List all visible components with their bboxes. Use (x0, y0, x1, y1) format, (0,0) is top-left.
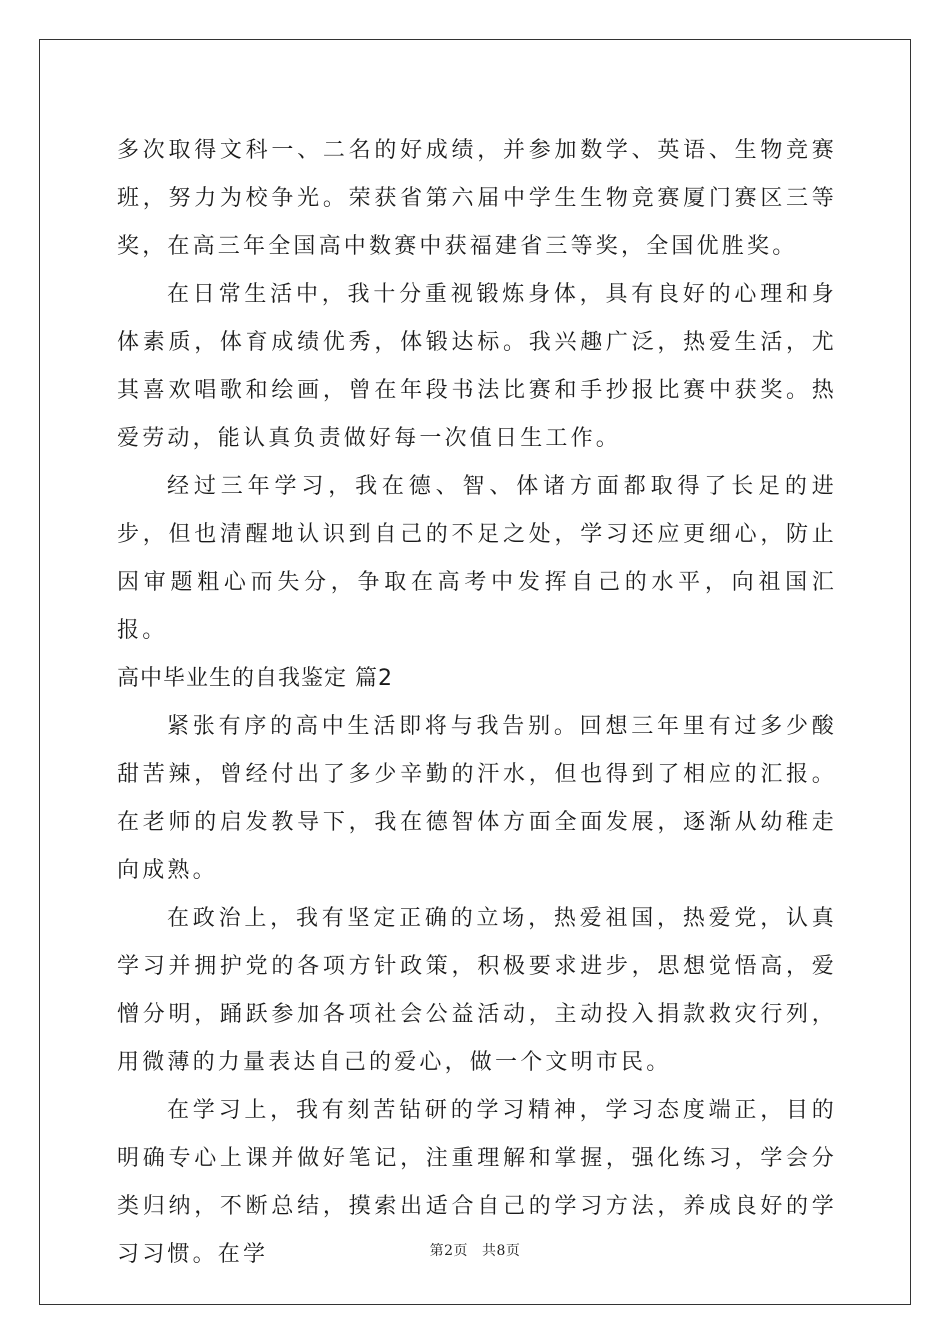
paragraph-intro: 紧张有序的高中生活即将与我告别。回想三年里有过多少酸甜苦辣，曾经付出了多少辛勤的汗水，但也得到了相应的汇报。在老师的启发教导下，我在德智体方面全面发展，逐渐从幼稚走向成熟。 (117, 714, 837, 883)
paragraph-summary: 经过三年学习，我在德、智、体诸方面都取得了长足的进步，但也清醒地认识到自己的不足之处，学习还应更细心，防止因审题粗心而失分，争取在高考中发挥自己的水平，向祖国汇报。 (117, 474, 837, 643)
page-total: 共8页 (482, 1243, 521, 1259)
page-number: 第2页 (429, 1243, 468, 1259)
paragraph-study: 在学习上，我有刻苦钻研的学习精神，学习态度端正，目的明确专心上课并做好笔记，注重理解和掌握，强化练习，学会分类归纳，不断总结，摸索出适合自己的学习方法，养成良好的学习习惯。在学 (117, 1098, 837, 1267)
document-body (117, 127, 837, 1279)
section-heading: 高中毕业生的自我鉴定 篇2 (117, 666, 393, 691)
page-footer (0, 1240, 950, 1260)
paragraph-continued: 多次取得文科一、二名的好成绩，并参加数学、英语、生物竞赛班，努力为校争光。荣获省第六届中学生生物竞赛厦门赛区三等奖，在高三年全国高中数赛中获福建省三等奖，全国优胜奖。 (117, 138, 837, 259)
paragraph-daily-life: 在日常生活中，我十分重视锻炼身体，具有良好的心理和身体素质，体育成绩优秀，体锻达标。我兴趣广泛，热爱生活，尤其喜欢唱歌和绘画，曾在年段书法比赛和手抄报比赛中获奖。热爱劳动，能认真负责做好每一次值日生工作。 (117, 282, 837, 451)
paragraph-politics: 在政治上，我有坚定正确的立场，热爱祖国，热爱党，认真学习并拥护党的各项方针政策，积极要求进步，思想觉悟高，爱憎分明，踊跃参加各项社会公益活动，主动投入捐款救灾行列，用微薄的力量表达自己的爱心，做一个文明市民。 (117, 906, 837, 1075)
